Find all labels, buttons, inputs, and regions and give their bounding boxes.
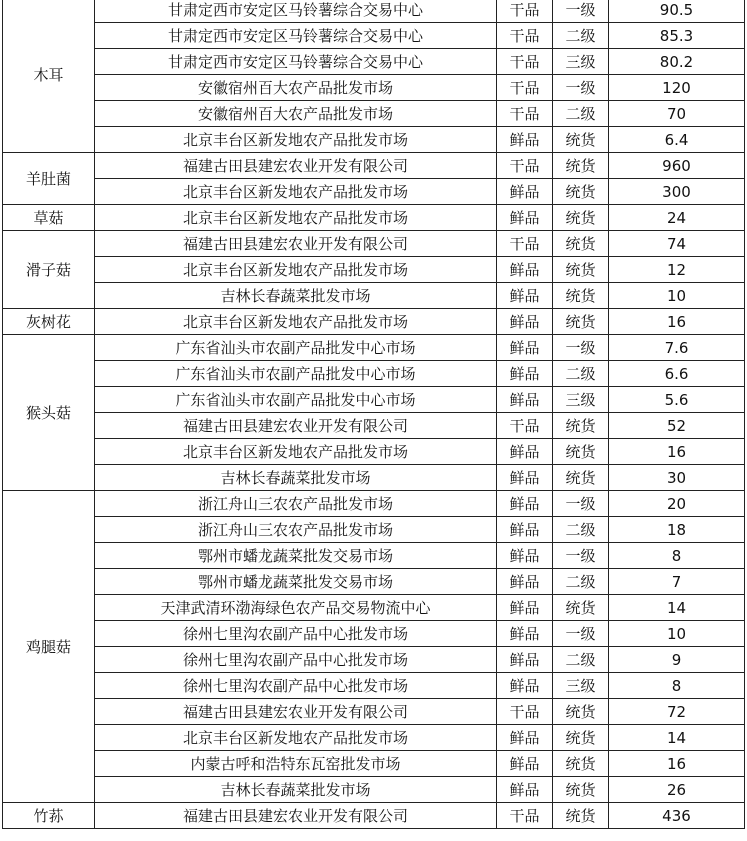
market-cell: 鄂州市蟠龙蔬菜批发交易市场: [95, 543, 497, 569]
market-cell: 北京丰台区新发地农产品批发市场: [95, 127, 497, 153]
table-row: [3, 777, 745, 803]
grade-cell: 二级: [553, 569, 609, 595]
table-row: [3, 621, 745, 647]
table-row: [3, 751, 745, 777]
form-cell: 鲜品: [497, 621, 553, 647]
table-row: [3, 595, 745, 621]
market-cell: 徐州七里沟农副产品中心批发市场: [95, 647, 497, 673]
grade-cell: 二级: [553, 361, 609, 387]
table-row: [3, 0, 745, 23]
grade-cell: 二级: [553, 517, 609, 543]
price-cell: 24: [609, 205, 745, 231]
grade-cell: 二级: [553, 101, 609, 127]
price-cell: 5.6: [609, 387, 745, 413]
form-cell: 鲜品: [497, 179, 553, 205]
price-cell: 20: [609, 491, 745, 517]
form-cell: 鲜品: [497, 283, 553, 309]
form-cell: 鲜品: [497, 361, 553, 387]
market-cell: 北京丰台区新发地农产品批发市场: [95, 439, 497, 465]
form-cell: 干品: [497, 75, 553, 101]
table-row: [3, 361, 745, 387]
price-cell: 6.4: [609, 127, 745, 153]
form-cell: 鲜品: [497, 387, 553, 413]
table-body: [3, 0, 745, 829]
market-cell: 鄂州市蟠龙蔬菜批发交易市场: [95, 569, 497, 595]
table-row: [3, 75, 745, 101]
market-cell: 甘肃定西市安定区马铃薯综合交易中心: [95, 49, 497, 75]
market-cell: 吉林长春蔬菜批发市场: [95, 777, 497, 803]
price-cell: 8: [609, 543, 745, 569]
form-cell: 鲜品: [497, 777, 553, 803]
price-cell: 16: [609, 309, 745, 335]
form-cell: 鲜品: [497, 543, 553, 569]
table-row: [3, 257, 745, 283]
market-cell: 广东省汕头市农副产品批发中心市场: [95, 387, 497, 413]
table-row: [3, 205, 745, 231]
price-cell: 9: [609, 647, 745, 673]
table-row: [3, 699, 745, 725]
market-cell: 安徽宿州百大农产品批发市场: [95, 101, 497, 127]
market-cell: 徐州七里沟农副产品中心批发市场: [95, 621, 497, 647]
table-row: [3, 647, 745, 673]
table-row: [3, 101, 745, 127]
market-cell: 福建古田县建宏农业开发有限公司: [95, 413, 497, 439]
grade-cell: 二级: [553, 23, 609, 49]
grade-cell: 一级: [553, 335, 609, 361]
price-cell: 18: [609, 517, 745, 543]
variety-cell: 猴头菇: [3, 335, 95, 491]
market-cell: 福建古田县建宏农业开发有限公司: [95, 803, 497, 829]
market-cell: 吉林长春蔬菜批发市场: [95, 465, 497, 491]
price-cell: 26: [609, 777, 745, 803]
grade-cell: 统货: [553, 751, 609, 777]
variety-cell: 木耳: [3, 0, 95, 153]
price-cell: 12: [609, 257, 745, 283]
market-cell: 北京丰台区新发地农产品批发市场: [95, 205, 497, 231]
table-row: [3, 309, 745, 335]
table-row: [3, 543, 745, 569]
market-cell: 北京丰台区新发地农产品批发市场: [95, 725, 497, 751]
table-row: [3, 179, 745, 205]
form-cell: 鲜品: [497, 647, 553, 673]
market-cell: 天津武清环渤海绿色农产品交易物流中心: [95, 595, 497, 621]
market-cell: 福建古田县建宏农业开发有限公司: [95, 153, 497, 179]
grade-cell: 统货: [553, 595, 609, 621]
price-cell: 14: [609, 595, 745, 621]
price-cell: 960: [609, 153, 745, 179]
form-cell: 鲜品: [497, 725, 553, 751]
variety-cell: 羊肚菌: [3, 153, 95, 205]
table-row: [3, 673, 745, 699]
market-cell: 北京丰台区新发地农产品批发市场: [95, 309, 497, 335]
table-row: [3, 49, 745, 75]
price-cell: 10: [609, 621, 745, 647]
variety-cell: 草菇: [3, 205, 95, 231]
table-row: [3, 439, 745, 465]
grade-cell: 统货: [553, 803, 609, 829]
form-cell: 干品: [497, 101, 553, 127]
price-cell: 120: [609, 75, 745, 101]
price-cell: 7: [609, 569, 745, 595]
price-cell: 80.2: [609, 49, 745, 75]
grade-cell: 统货: [553, 725, 609, 751]
variety-cell: 滑子菇: [3, 231, 95, 309]
form-cell: 鲜品: [497, 257, 553, 283]
form-cell: 干品: [497, 153, 553, 179]
grade-cell: 一级: [553, 543, 609, 569]
form-cell: 鲜品: [497, 127, 553, 153]
price-cell: 14: [609, 725, 745, 751]
form-cell: 鲜品: [497, 751, 553, 777]
variety-cell: 竹荪: [3, 803, 95, 829]
grade-cell: 一级: [553, 0, 609, 23]
grade-cell: 统货: [553, 179, 609, 205]
market-cell: 内蒙古呼和浩特东瓦窑批发市场: [95, 751, 497, 777]
form-cell: 鲜品: [497, 673, 553, 699]
market-cell: 浙江舟山三农农产品批发市场: [95, 491, 497, 517]
grade-cell: 统货: [553, 153, 609, 179]
price-cell: 30: [609, 465, 745, 491]
price-cell: 10: [609, 283, 745, 309]
grade-cell: 三级: [553, 387, 609, 413]
market-cell: 安徽宿州百大农产品批发市场: [95, 75, 497, 101]
form-cell: 鲜品: [497, 335, 553, 361]
table-row: [3, 517, 745, 543]
price-cell: 72: [609, 699, 745, 725]
table-row: [3, 335, 745, 361]
form-cell: 干品: [497, 49, 553, 75]
grade-cell: 统货: [553, 231, 609, 257]
price-cell: 85.3: [609, 23, 745, 49]
form-cell: 鲜品: [497, 439, 553, 465]
mushroom-price-table: [2, 0, 745, 829]
grade-cell: 统货: [553, 777, 609, 803]
table-row: [3, 465, 745, 491]
grade-cell: 一级: [553, 621, 609, 647]
market-cell: 吉林长春蔬菜批发市场: [95, 283, 497, 309]
grade-cell: 三级: [553, 49, 609, 75]
market-cell: 甘肃定西市安定区马铃薯综合交易中心: [95, 0, 497, 23]
market-cell: 福建古田县建宏农业开发有限公司: [95, 231, 497, 257]
form-cell: 鲜品: [497, 517, 553, 543]
grade-cell: 统货: [553, 283, 609, 309]
table-row: [3, 387, 745, 413]
market-cell: 广东省汕头市农副产品批发中心市场: [95, 335, 497, 361]
table-row: [3, 231, 745, 257]
table-row: [3, 491, 745, 517]
form-cell: 干品: [497, 803, 553, 829]
grade-cell: 统货: [553, 205, 609, 231]
grade-cell: 三级: [553, 673, 609, 699]
form-cell: 干品: [497, 231, 553, 257]
grade-cell: 统货: [553, 309, 609, 335]
form-cell: 鲜品: [497, 569, 553, 595]
price-cell: 70: [609, 101, 745, 127]
grade-cell: 统货: [553, 439, 609, 465]
table-row: [3, 725, 745, 751]
form-cell: 干品: [497, 23, 553, 49]
grade-cell: 统货: [553, 127, 609, 153]
price-cell: 16: [609, 439, 745, 465]
market-cell: 浙江舟山三农农产品批发市场: [95, 517, 497, 543]
market-cell: 福建古田县建宏农业开发有限公司: [95, 699, 497, 725]
price-cell: 52: [609, 413, 745, 439]
price-cell: 6.6: [609, 361, 745, 387]
price-cell: 436: [609, 803, 745, 829]
grade-cell: 统货: [553, 465, 609, 491]
price-cell: 16: [609, 751, 745, 777]
grade-cell: 统货: [553, 257, 609, 283]
form-cell: 鲜品: [497, 465, 553, 491]
grade-cell: 统货: [553, 413, 609, 439]
market-cell: 广东省汕头市农副产品批发中心市场: [95, 361, 497, 387]
grade-cell: 一级: [553, 491, 609, 517]
grade-cell: 二级: [553, 647, 609, 673]
form-cell: 鲜品: [497, 595, 553, 621]
form-cell: 鲜品: [497, 491, 553, 517]
table-row: [3, 127, 745, 153]
form-cell: 鲜品: [497, 309, 553, 335]
variety-cell: 鸡腿菇: [3, 491, 95, 803]
market-cell: 北京丰台区新发地农产品批发市场: [95, 179, 497, 205]
table-row: [3, 569, 745, 595]
market-cell: 北京丰台区新发地农产品批发市场: [95, 257, 497, 283]
form-cell: 干品: [497, 0, 553, 23]
form-cell: 鲜品: [497, 205, 553, 231]
price-cell: 90.5: [609, 0, 745, 23]
price-cell: 8: [609, 673, 745, 699]
price-cell: 74: [609, 231, 745, 257]
grade-cell: 统货: [553, 699, 609, 725]
grade-cell: 一级: [553, 75, 609, 101]
form-cell: 干品: [497, 699, 553, 725]
form-cell: 干品: [497, 413, 553, 439]
table-row: [3, 413, 745, 439]
price-cell: 300: [609, 179, 745, 205]
market-cell: 徐州七里沟农副产品中心批发市场: [95, 673, 497, 699]
table-row: [3, 23, 745, 49]
market-cell: 甘肃定西市安定区马铃薯综合交易中心: [95, 23, 497, 49]
table-row: [3, 803, 745, 829]
price-cell: 7.6: [609, 335, 745, 361]
table-row: [3, 283, 745, 309]
variety-cell: 灰树花: [3, 309, 95, 335]
table-row: [3, 153, 745, 179]
